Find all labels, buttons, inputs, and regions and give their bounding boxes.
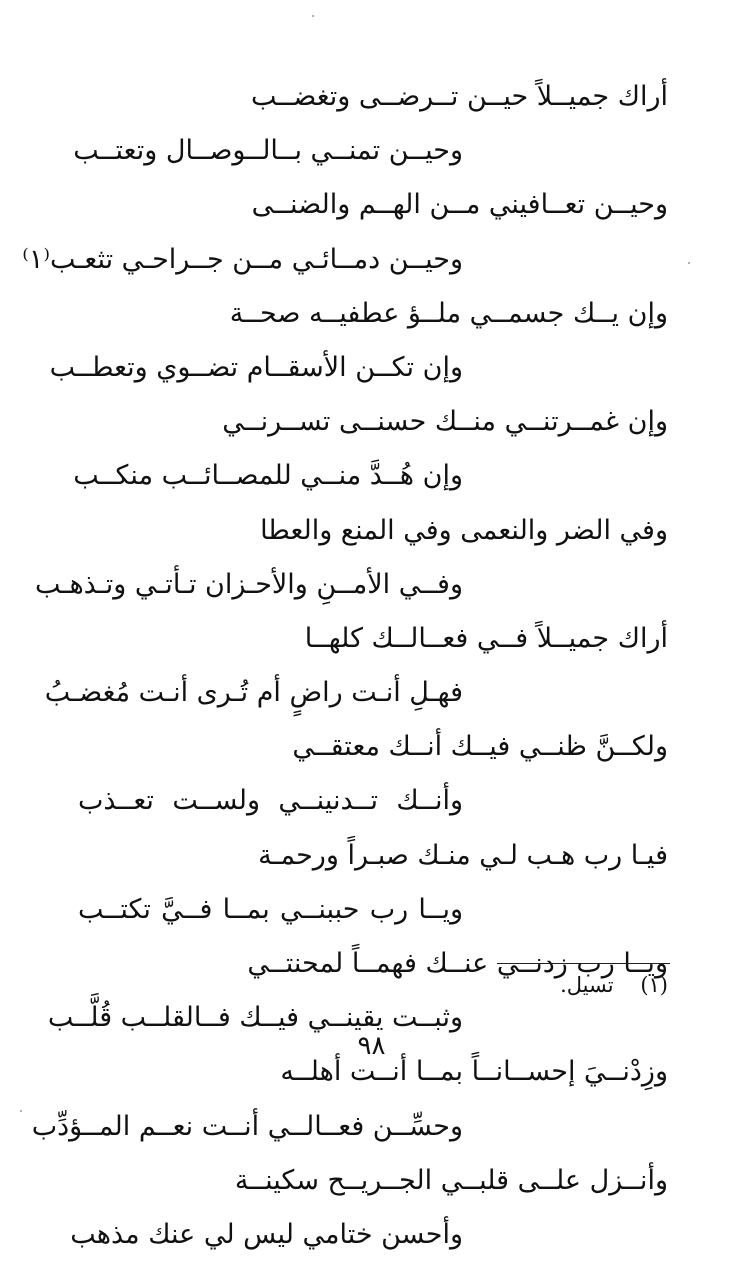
verse-second-hemistich (49, 341, 668, 395)
verse-text: ويــا رب حببنــي بمــا فــيَّ تكتــب (78, 893, 463, 925)
scan-speck (312, 15, 314, 17)
scan-speck (20, 1110, 22, 1112)
verse-second-hemistich (73, 449, 668, 503)
verse-text: وزِدْنــيَ إحســانــاً بمــا أنــت أهلــه (280, 1056, 668, 1088)
footnote-text: تسيل. (560, 973, 614, 997)
verse-second-hemistich (78, 883, 668, 937)
scan-speck (688, 262, 690, 264)
verse-text: وحيــن تعــافيني مــن الهــم والضنــى (251, 189, 668, 221)
verse-text: وثبــت يقينــي فيــك فــالقلــب قُلَّــب (47, 1002, 463, 1034)
verse-text: أراك جميــلاً فــي فعــالــك كلهــا (304, 622, 668, 654)
verse-second-hemistich (35, 558, 668, 612)
verse-text: وإن يــك جسمــي ملــؤ عطفيــه صحــة (229, 297, 668, 329)
verse-text: وأنــك تــدنينــي ولســت تعــذب (78, 785, 463, 817)
verse-first-hemistich (78, 612, 668, 666)
verse-text: وأحسن ختامي ليس لي عنك مذهب (70, 1218, 463, 1250)
verse-text: وإن تكــن الأسقــام تضــوي وتعطــب (49, 351, 463, 383)
verse-text: وإن غمــرتنــي منــك حسنــى تســرنــي (222, 406, 668, 438)
verse-second-hemistich (22, 233, 668, 287)
verse-text: وإن هُــدَّ منــي للمصــائــب منكــب (73, 460, 463, 492)
verse-first-hemistich (78, 395, 668, 449)
verse-first-hemistich (78, 829, 668, 883)
footnote-marker: (١) (640, 973, 668, 997)
verse-text: وفــي الأمــنِ والأحـزان تـأتـي وتـذهـب (35, 568, 463, 600)
verse-text: أراك جميــلاً حيــن تــرضــى وتغضــب (250, 81, 668, 112)
verse-first-hemistich (78, 504, 668, 558)
verse-second-hemistich (44, 666, 668, 720)
verse-text: فيـا رب هـب لـي منـك صبـراً ورحمـة (258, 839, 668, 871)
verse-first-hemistich (78, 720, 668, 774)
poem (22, 70, 668, 1262)
page-number: ٩٨ (357, 1031, 386, 1061)
verse-text: وفي الضر والنعمى وفي المنع والعطا (260, 514, 668, 546)
verse-second-hemistich (73, 124, 668, 178)
verse-second-hemistich (70, 1208, 668, 1262)
verse-text: وحيــن دمــائـي مــن جــراحـي تثعـب⁽١⁾ (22, 243, 463, 275)
verse-first-hemistich (78, 70, 668, 124)
footnote (560, 968, 668, 1002)
verse-second-hemistich (78, 774, 668, 828)
verse-text: فهـلِ أنـت راضٍ أم تُـرى أنـت مُغضـبُ (44, 677, 463, 709)
verse-text: وأنــزل علــى قلبــي الجــريــح سكينــة (234, 1164, 668, 1196)
verse-first-hemistich (78, 178, 668, 232)
verse-text: وحسِّــن فعــالــي أنــت نعــم المــؤدِّب (31, 1110, 463, 1142)
verse-text: ويــا رب زدنــي عنــك فهمــاً لمحنتــي (247, 948, 668, 979)
footnote-divider (497, 963, 670, 964)
verse-first-hemistich (78, 1154, 668, 1208)
verse-second-hemistich (31, 1100, 668, 1154)
verse-text: ولكــنَّ ظنــي فيــك أنــك معتقــي (292, 731, 668, 763)
verse-text: وحيــن تمنــي بــالــوصــال وتعتــب (73, 135, 463, 167)
verse-first-hemistich (78, 287, 668, 341)
